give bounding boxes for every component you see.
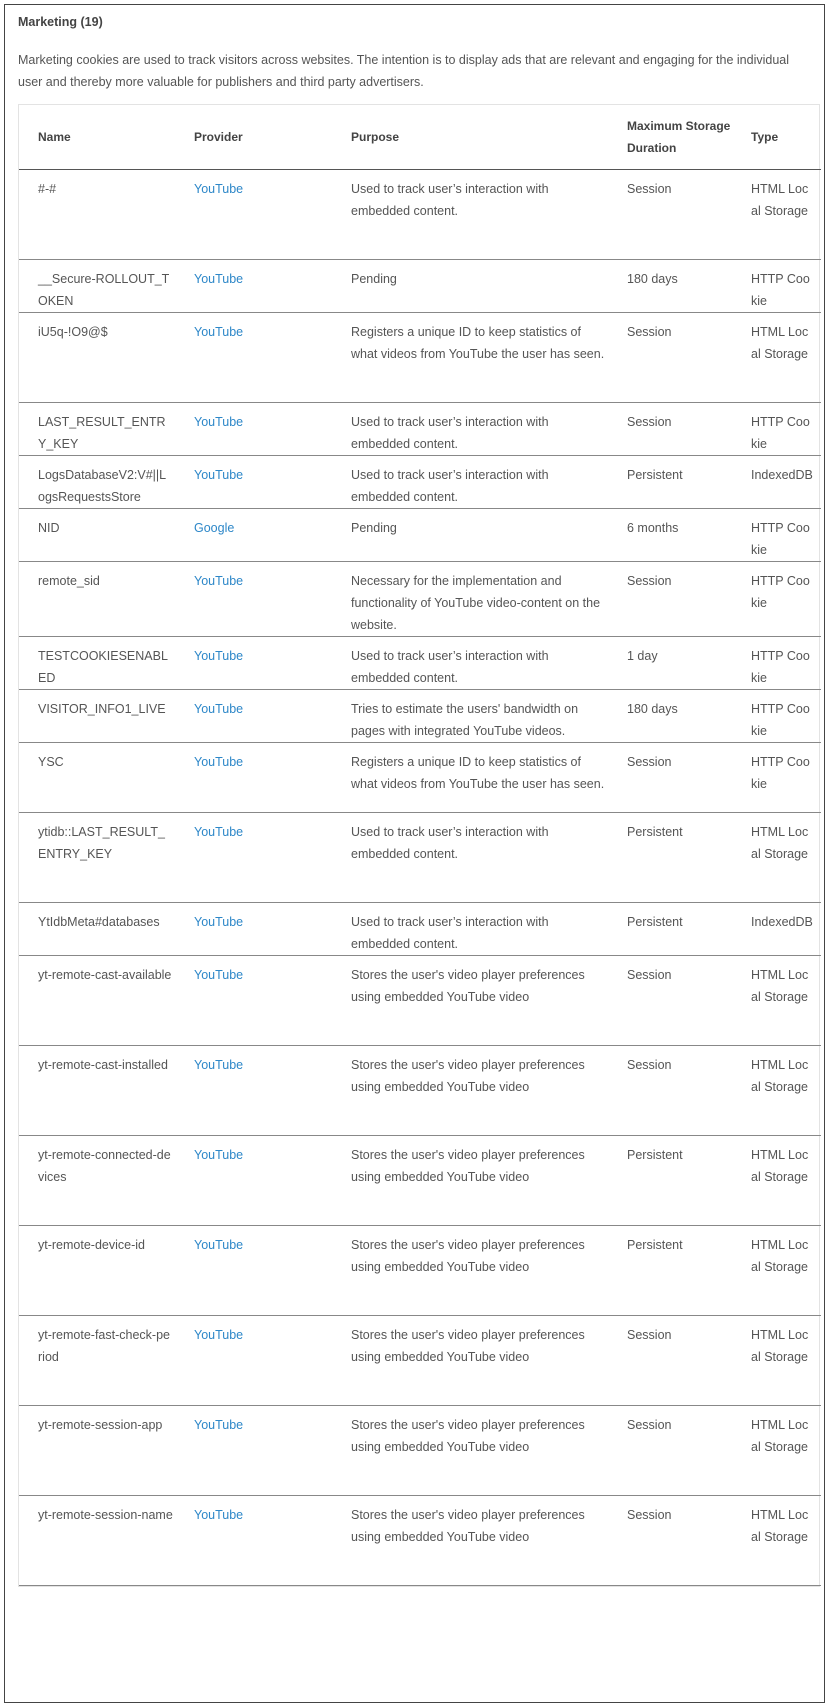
provider-link[interactable]: YouTube bbox=[194, 1057, 244, 1072]
provider-link[interactable]: YouTube bbox=[194, 324, 244, 339]
provider-link[interactable]: YouTube bbox=[194, 914, 244, 929]
cookie-purpose: Necessary for the implementation and functionality of YouTube video-content on the website. bbox=[337, 561, 618, 636]
table-body bbox=[19, 169, 821, 1585]
provider-link[interactable]: YouTube bbox=[194, 1147, 244, 1162]
cookie-purpose: Stores the user's video player preferences using embedded YouTube video bbox=[337, 1225, 618, 1315]
provider-cell bbox=[179, 508, 337, 561]
cookie-purpose: Used to track user’s interaction with embedded content. bbox=[337, 812, 618, 902]
cookie-purpose: Tries to estimate the users' bandwidth on pages with integrated YouTube videos. bbox=[337, 689, 618, 742]
cookie-name: #-# bbox=[19, 169, 179, 259]
cookie-purpose: Used to track user’s interaction with embedded content. bbox=[337, 455, 618, 508]
cookie-purpose: Registers a unique ID to keep statistics of what videos from YouTube the user has seen. bbox=[337, 312, 618, 402]
cookie-type: HTTP Cookie bbox=[738, 402, 821, 455]
storage-duration: Session bbox=[618, 1495, 738, 1585]
cookie-name: yt-remote-fast-check-period bbox=[19, 1315, 179, 1405]
cookie-type: HTML Local Storage bbox=[738, 312, 821, 402]
provider-cell bbox=[179, 812, 337, 902]
cookie-purpose: Stores the user's video player preferences using embedded YouTube video bbox=[337, 955, 618, 1045]
cookie-type: HTTP Cookie bbox=[738, 561, 821, 636]
cookie-purpose: Stores the user's video player preferences using embedded YouTube video bbox=[337, 1495, 618, 1585]
cookie-type: IndexedDB bbox=[738, 455, 821, 508]
provider-cell bbox=[179, 1315, 337, 1405]
cookie-type: HTTP Cookie bbox=[738, 259, 821, 312]
table-row bbox=[19, 312, 821, 402]
column-header-name: Name bbox=[19, 105, 179, 169]
storage-duration: Session bbox=[618, 955, 738, 1045]
provider-cell bbox=[179, 689, 337, 742]
cookie-name: LAST_RESULT_ENTRY_KEY bbox=[19, 402, 179, 455]
table-row bbox=[19, 1045, 821, 1135]
table-row bbox=[19, 508, 821, 561]
cookie-purpose: Stores the user's video player preferences using embedded YouTube video bbox=[337, 1405, 618, 1495]
table-row bbox=[19, 812, 821, 902]
storage-duration: 180 days bbox=[618, 259, 738, 312]
storage-duration: 1 day bbox=[618, 636, 738, 689]
cookie-purpose: Pending bbox=[337, 259, 618, 312]
cookie-category-panel bbox=[4, 4, 825, 1703]
provider-link[interactable]: YouTube bbox=[194, 754, 244, 769]
storage-duration: Session bbox=[618, 402, 738, 455]
cookie-type: HTML Local Storage bbox=[738, 1045, 821, 1135]
cookie-name: YtIdbMeta#databases bbox=[19, 902, 179, 955]
provider-link[interactable]: YouTube bbox=[194, 967, 244, 982]
column-header-provider: Provider bbox=[179, 105, 337, 169]
storage-duration: Session bbox=[618, 1405, 738, 1495]
provider-cell bbox=[179, 955, 337, 1045]
cookie-name: __Secure-ROLLOUT_TOKEN bbox=[19, 259, 179, 312]
provider-link[interactable]: YouTube bbox=[194, 648, 244, 663]
column-header-type: Type bbox=[738, 105, 821, 169]
cookie-type: HTTP Cookie bbox=[738, 508, 821, 561]
provider-link[interactable]: YouTube bbox=[194, 1507, 244, 1522]
storage-duration: Session bbox=[618, 742, 738, 812]
table-row bbox=[19, 402, 821, 455]
cookie-name: ytidb::LAST_RESULT_ENTRY_KEY bbox=[19, 812, 179, 902]
cookie-name: TESTCOOKIESENABLED bbox=[19, 636, 179, 689]
cookie-purpose: Stores the user's video player preferences using embedded YouTube video bbox=[337, 1315, 618, 1405]
cookie-type: HTML Local Storage bbox=[738, 1315, 821, 1405]
cookie-name: yt-remote-device-id bbox=[19, 1225, 179, 1315]
cookie-type: HTML Local Storage bbox=[738, 1135, 821, 1225]
cookie-purpose: Stores the user's video player preferences using embedded YouTube video bbox=[337, 1045, 618, 1135]
table-row bbox=[19, 902, 821, 955]
storage-duration: Session bbox=[618, 1045, 738, 1135]
provider-cell bbox=[179, 636, 337, 689]
table-header-row bbox=[19, 105, 821, 169]
provider-cell bbox=[179, 1495, 337, 1585]
provider-link[interactable]: Google bbox=[194, 520, 235, 535]
table-row bbox=[19, 955, 821, 1045]
provider-cell bbox=[179, 742, 337, 812]
cookie-type: HTML Local Storage bbox=[738, 812, 821, 902]
provider-link[interactable]: YouTube bbox=[194, 181, 244, 196]
storage-duration: Session bbox=[618, 169, 738, 259]
column-header-duration: Maximum Storage Duration bbox=[618, 105, 738, 169]
cookie-type: HTML Local Storage bbox=[738, 1495, 821, 1585]
cookie-table bbox=[19, 105, 821, 1586]
cookie-purpose: Stores the user's video player preferences using embedded YouTube video bbox=[337, 1135, 618, 1225]
provider-cell bbox=[179, 561, 337, 636]
cookie-table-container bbox=[18, 104, 820, 1587]
cookie-type: HTML Local Storage bbox=[738, 1405, 821, 1495]
table-row bbox=[19, 636, 821, 689]
table-row bbox=[19, 1405, 821, 1495]
cookie-name: yt-remote-cast-installed bbox=[19, 1045, 179, 1135]
table-row bbox=[19, 561, 821, 636]
provider-link[interactable]: YouTube bbox=[194, 701, 244, 716]
cookie-name: VISITOR_INFO1_LIVE bbox=[19, 689, 179, 742]
provider-link[interactable]: YouTube bbox=[194, 1327, 244, 1342]
table-row bbox=[19, 169, 821, 259]
cookie-purpose: Used to track user’s interaction with embedded content. bbox=[337, 636, 618, 689]
cookie-name: yt-remote-cast-available bbox=[19, 955, 179, 1045]
category-description: Marketing cookies are used to track visitors across websites. The intention is to display ads that are relevant and engaging for the individual user and thereby more valuable for publishers and third party advertisers. bbox=[18, 53, 790, 89]
storage-duration: Session bbox=[618, 1315, 738, 1405]
cookie-purpose: Registers a unique ID to keep statistics of what videos from YouTube the user has seen. bbox=[337, 742, 618, 812]
cookie-type: HTTP Cookie bbox=[738, 742, 821, 812]
cookie-purpose: Used to track user’s interaction with embedded content. bbox=[337, 402, 618, 455]
cookie-purpose: Pending bbox=[337, 508, 618, 561]
provider-cell bbox=[179, 312, 337, 402]
cookie-purpose: Used to track user’s interaction with embedded content. bbox=[337, 169, 618, 259]
table-row bbox=[19, 689, 821, 742]
provider-cell bbox=[179, 402, 337, 455]
provider-link[interactable]: YouTube bbox=[194, 271, 244, 286]
cookie-type: HTML Local Storage bbox=[738, 955, 821, 1045]
cookie-name: yt-remote-connected-devices bbox=[19, 1135, 179, 1225]
cookie-name: yt-remote-session-app bbox=[19, 1405, 179, 1495]
provider-cell bbox=[179, 1045, 337, 1135]
provider-link[interactable]: YouTube bbox=[194, 1237, 244, 1252]
provider-link[interactable]: YouTube bbox=[194, 1417, 244, 1432]
cookie-type: HTML Local Storage bbox=[738, 169, 821, 259]
cookie-name: remote_sid bbox=[19, 561, 179, 636]
storage-duration: Persistent bbox=[618, 1225, 738, 1315]
cookie-name: NID bbox=[19, 508, 179, 561]
table-row bbox=[19, 1225, 821, 1315]
provider-cell bbox=[179, 455, 337, 508]
provider-link[interactable]: YouTube bbox=[194, 414, 244, 429]
table-row bbox=[19, 455, 821, 508]
table-row bbox=[19, 742, 821, 812]
category-heading: Marketing (19) bbox=[18, 15, 103, 29]
storage-duration: Persistent bbox=[618, 1135, 738, 1225]
cookie-type: HTML Local Storage bbox=[738, 1225, 821, 1315]
storage-duration: Persistent bbox=[618, 455, 738, 508]
cookie-name: yt-remote-session-name bbox=[19, 1495, 179, 1585]
cookie-name: LogsDatabaseV2:V#||LogsRequestsStore bbox=[19, 455, 179, 508]
cookie-type: HTTP Cookie bbox=[738, 636, 821, 689]
table-row bbox=[19, 259, 821, 312]
cookie-name: iU5q-!O9@$ bbox=[19, 312, 179, 402]
cookie-type: HTTP Cookie bbox=[738, 689, 821, 742]
provider-cell bbox=[179, 169, 337, 259]
provider-cell bbox=[179, 1135, 337, 1225]
provider-cell bbox=[179, 1225, 337, 1315]
provider-link[interactable]: YouTube bbox=[194, 467, 244, 482]
provider-link[interactable]: YouTube bbox=[194, 573, 244, 588]
provider-cell bbox=[179, 259, 337, 312]
storage-duration: 180 days bbox=[618, 689, 738, 742]
cookie-name: YSC bbox=[19, 742, 179, 812]
cookie-purpose: Used to track user’s interaction with embedded content. bbox=[337, 902, 618, 955]
cookie-type: IndexedDB bbox=[738, 902, 821, 955]
table-row bbox=[19, 1495, 821, 1585]
storage-duration: Session bbox=[618, 312, 738, 402]
storage-duration: Persistent bbox=[618, 812, 738, 902]
provider-cell bbox=[179, 1405, 337, 1495]
provider-cell bbox=[179, 902, 337, 955]
table-row bbox=[19, 1315, 821, 1405]
storage-duration: Persistent bbox=[618, 902, 738, 955]
storage-duration: 6 months bbox=[618, 508, 738, 561]
column-header-purpose: Purpose bbox=[337, 105, 618, 169]
table-row bbox=[19, 1135, 821, 1225]
provider-link[interactable]: YouTube bbox=[194, 824, 244, 839]
storage-duration: Session bbox=[618, 561, 738, 636]
